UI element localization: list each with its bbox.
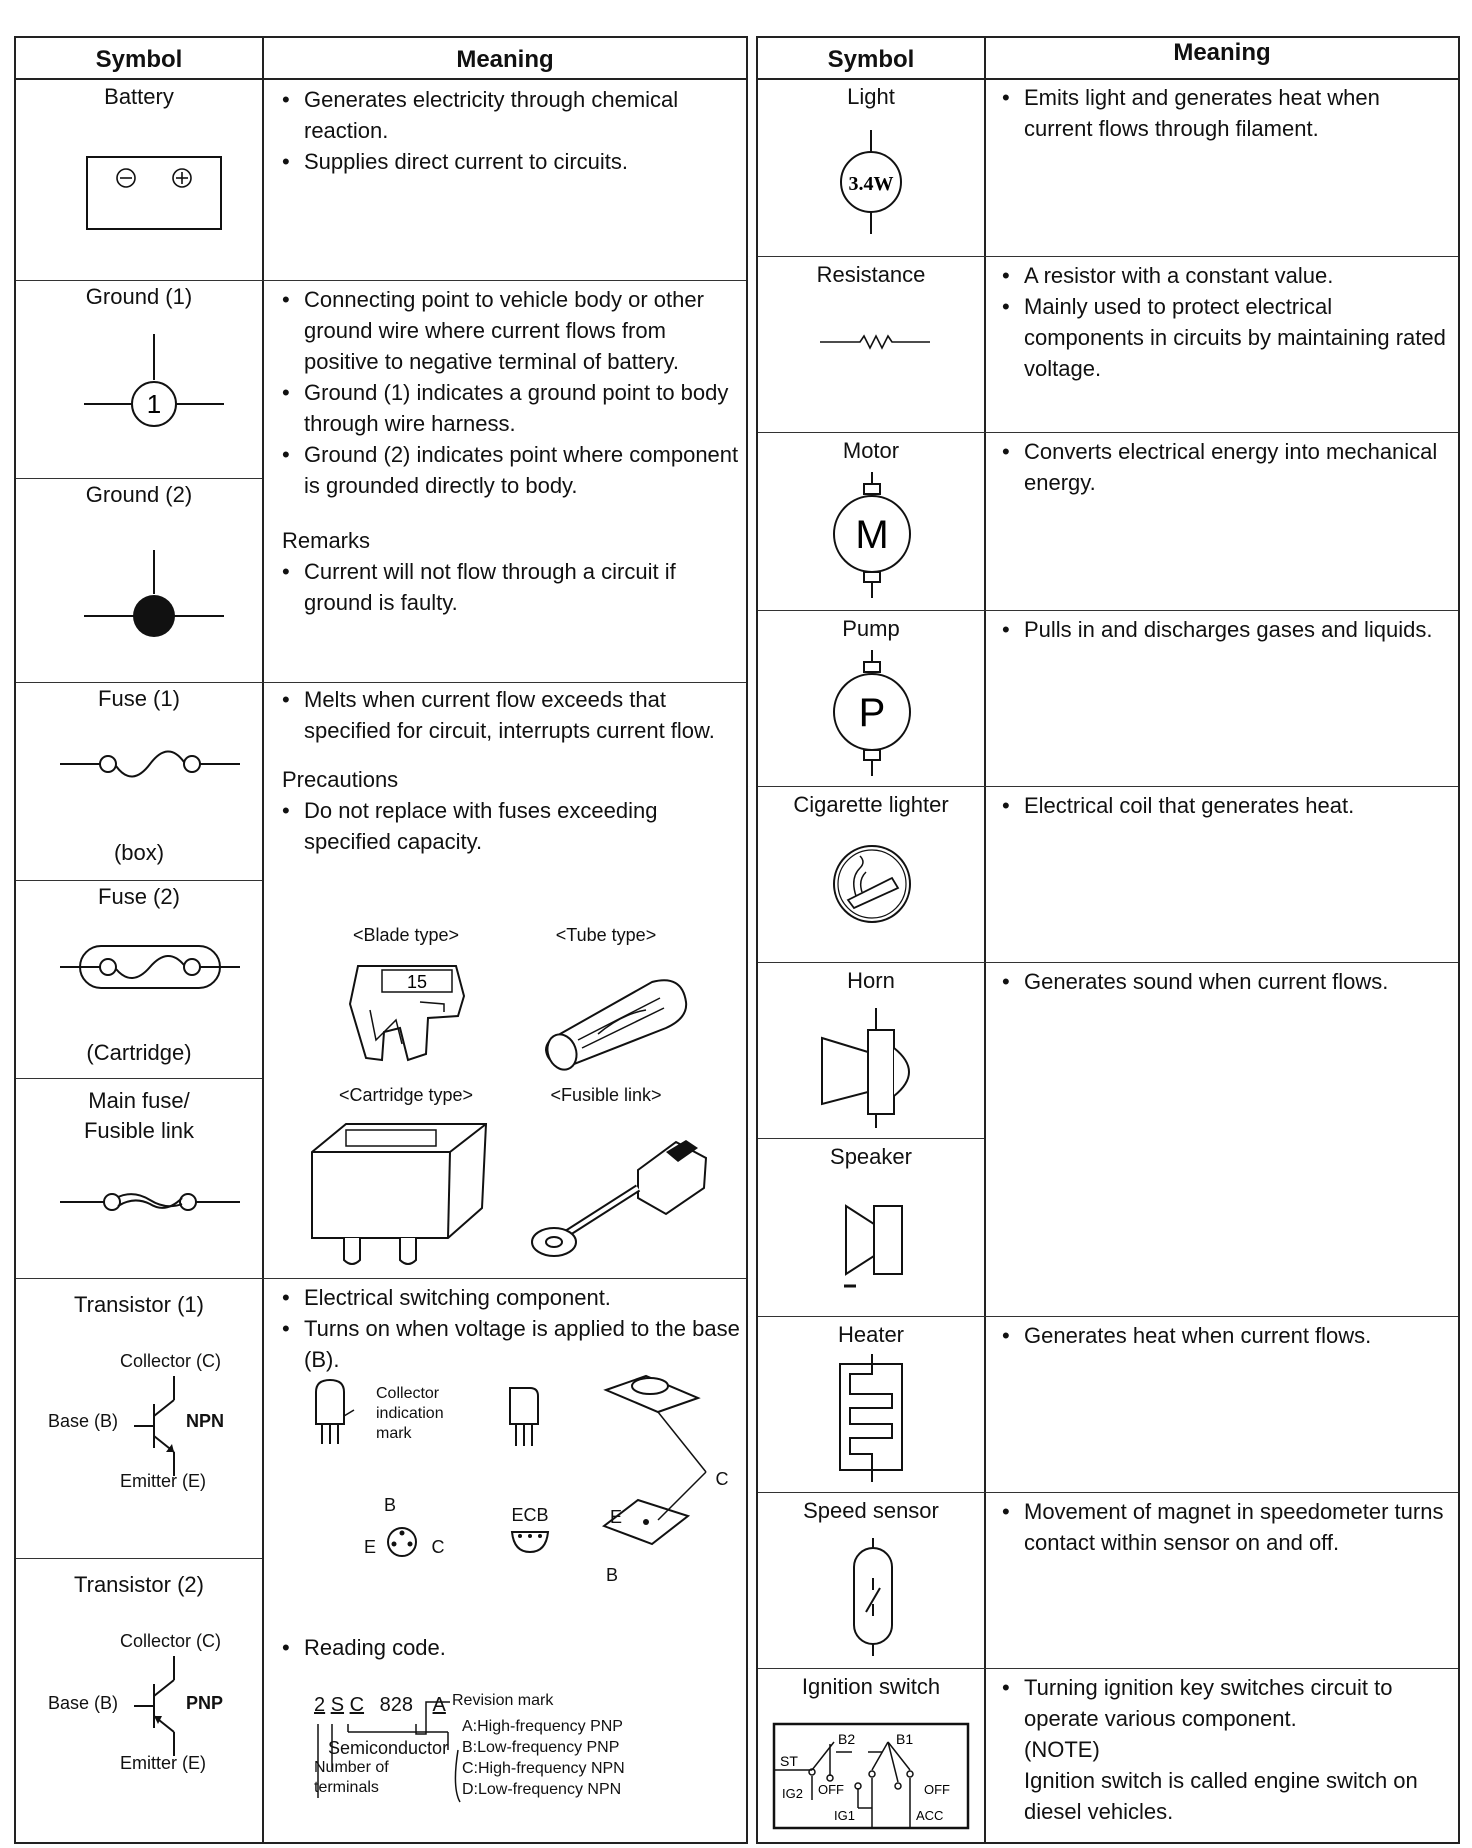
list-item: • Electrical switching component. xyxy=(304,1282,740,1313)
fusible-link-label: <Fusible link> xyxy=(550,1085,662,1105)
e-label: E xyxy=(363,1537,376,1557)
list-item: • Current will not flow through a circuit if ground is faulty. xyxy=(304,556,740,618)
row-divider xyxy=(758,256,1458,257)
fuse-cartridge-icon xyxy=(60,942,240,992)
base-label: Base (B) xyxy=(48,1693,119,1713)
code-revision: A xyxy=(432,1694,446,1716)
list-item: • Ground (2) indicates point where component is grounded directly to body. xyxy=(304,439,740,501)
b1-label: B1 xyxy=(896,1731,914,1747)
frequency-types xyxy=(462,1716,625,1800)
row-divider xyxy=(758,1316,1458,1317)
list-item: • Electrical coil that generates heat. xyxy=(1024,790,1452,821)
row-divider xyxy=(758,962,1458,963)
ground2-label: Ground (2) xyxy=(85,482,193,507)
note-title: (NOTE) xyxy=(1024,1737,1100,1762)
collector-mark-text xyxy=(376,1384,444,1444)
horn-meaning xyxy=(1002,966,1452,997)
resistor-icon xyxy=(820,332,930,352)
revision-mark-label: Revision mark xyxy=(452,1692,554,1709)
ig2-label: IG2 xyxy=(782,1786,803,1801)
row-divider xyxy=(758,610,1458,611)
b-label: B xyxy=(605,1565,618,1585)
pump-letter: P xyxy=(858,691,886,735)
acc-label: ACC xyxy=(916,1808,944,1823)
left-table xyxy=(14,36,748,1844)
tube-fuse-icon xyxy=(542,968,702,1068)
list-item: • Turns on when voltage is applied to the base (B). xyxy=(304,1313,740,1375)
speaker-label: Speaker xyxy=(830,1144,912,1169)
off-label: OFF xyxy=(924,1782,950,1797)
list-item: • Turning ignition key switches circuit to operate various component. xyxy=(1024,1672,1452,1734)
note-text: Ignition switch is called engine switch on diesel vehicles. xyxy=(1024,1768,1418,1824)
blade-fuse-number: 15 xyxy=(406,972,428,992)
header-symbol-right: Symbol xyxy=(758,38,984,80)
c-label: C xyxy=(715,1469,729,1489)
list-item: • Generates sound when current flows. xyxy=(1024,966,1452,997)
fuse2-sub: (Cartridge) xyxy=(86,1040,192,1065)
remarks-title: Remarks xyxy=(282,528,371,553)
ground-number: 1 xyxy=(146,389,162,419)
list-item: • Generates electricity through chemical reaction. xyxy=(304,84,738,146)
list-item: • Supplies direct current to circuits. xyxy=(304,146,738,177)
motor-letter: M xyxy=(855,513,889,557)
row-divider xyxy=(758,786,1458,787)
terminals-line: terminals xyxy=(314,1779,379,1796)
code-number: 828 xyxy=(379,1694,413,1716)
battery-label: Battery xyxy=(104,84,174,109)
speed-sensor-meaning xyxy=(1002,1496,1452,1558)
fuse-meaning xyxy=(282,684,740,857)
b-label: B xyxy=(383,1495,396,1515)
ignition-switch-icon xyxy=(772,1722,972,1832)
off-label: OFF xyxy=(818,1782,844,1797)
list-item: • Emits light and generates heat when current flows through filament. xyxy=(1024,82,1452,144)
transistor-meaning xyxy=(282,1282,740,1375)
list-item: • A resistor with a constant value. xyxy=(1024,260,1452,291)
row-divider xyxy=(758,1138,984,1139)
collector-label: Collector (C) xyxy=(120,1631,222,1651)
pump-icon xyxy=(832,650,912,780)
list-item: A:High-frequency PNP xyxy=(462,1718,623,1735)
light-label: Light xyxy=(847,84,895,109)
transistor-pinout-icon xyxy=(380,1522,430,1562)
row-divider xyxy=(758,432,1458,433)
row-divider xyxy=(16,682,746,683)
symbol-table xyxy=(14,36,1460,1844)
base-label: Base (B) xyxy=(48,1411,119,1431)
cartridge-type-label: <Cartridge type> xyxy=(338,1085,474,1105)
terminals-label xyxy=(314,1758,389,1798)
header-meaning-left: Meaning xyxy=(262,38,748,80)
pump-label: Pump xyxy=(842,616,900,641)
column-divider xyxy=(262,38,264,1842)
horn-icon xyxy=(818,1008,928,1128)
c-label: C xyxy=(431,1537,445,1557)
row-divider xyxy=(16,880,262,881)
list-item: B:Low-frequency PNP xyxy=(462,1739,620,1756)
row-divider xyxy=(16,1278,746,1279)
pnp-label: PNP xyxy=(186,1693,224,1713)
code-digit: 2 xyxy=(314,1694,326,1716)
transistor1-label: Transistor (1) xyxy=(74,1292,204,1317)
list-item: • Pulls in and discharges gases and liquids. xyxy=(1024,614,1452,645)
lighter-label: Cigarette lighter xyxy=(793,792,949,817)
motor-icon xyxy=(832,472,912,602)
code-letter: C xyxy=(349,1694,365,1716)
heater-meaning xyxy=(1002,1320,1452,1351)
ignition-label: Ignition switch xyxy=(801,1674,941,1699)
list-item: • Reading code. xyxy=(304,1632,740,1663)
npn-label: NPN xyxy=(186,1411,225,1431)
b2-label: B2 xyxy=(838,1731,856,1747)
battery-icon xyxy=(86,156,226,236)
precautions-title: Precautions xyxy=(282,767,399,792)
lighter-meaning xyxy=(1002,790,1452,821)
light-wattage: 3.4W xyxy=(848,173,894,195)
semiconductor-label: Semiconductor xyxy=(328,1738,449,1758)
list-item: • Do not replace with fuses exceeding specified capacity. xyxy=(304,795,740,857)
reading-code xyxy=(282,1632,740,1663)
heater-icon xyxy=(836,1354,906,1484)
speed-sensor-label: Speed sensor xyxy=(803,1498,939,1523)
row-divider xyxy=(758,1492,1458,1493)
st-label: ST xyxy=(780,1753,798,1769)
main-fuse-label-2: Fusible link xyxy=(83,1118,195,1143)
fusible-link-icon xyxy=(60,1182,240,1222)
speaker-icon xyxy=(844,1198,914,1288)
npn-transistor-icon xyxy=(134,1376,184,1476)
list-item: • Melts when current flow exceeds that specified for circuit, interrupts current flow. xyxy=(304,684,740,746)
row-divider xyxy=(16,1558,262,1559)
list-item: • Mainly used to protect electrical components in circuits by maintaining rated voltage. xyxy=(1024,291,1452,384)
pump-meaning xyxy=(1002,614,1452,645)
right-table xyxy=(756,36,1460,1844)
list-item: D:Low-frequency NPN xyxy=(462,1781,622,1798)
list-item: • Connecting point to vehicle body or other ground wire where current flows from positive to negative terminal of battery. xyxy=(304,284,740,377)
mark-line: Collector xyxy=(376,1385,440,1402)
transistor2-label: Transistor (2) xyxy=(74,1572,204,1597)
speed-sensor-icon xyxy=(848,1538,898,1658)
ground1-label: Ground (1) xyxy=(85,284,193,309)
ground2-icon xyxy=(84,550,224,650)
header-symbol-left: Symbol xyxy=(16,38,262,80)
cigarette-lighter-icon xyxy=(830,842,914,926)
emitter-label: Emitter (E) xyxy=(120,1471,207,1491)
transistor-package-icon xyxy=(312,1380,372,1450)
resistance-meaning xyxy=(1002,260,1452,384)
ground1-icon xyxy=(84,334,224,444)
pnp-transistor-icon xyxy=(134,1656,184,1756)
battery-meaning xyxy=(282,84,738,177)
list-item: C:High-frequency NPN xyxy=(462,1760,625,1777)
motor-meaning xyxy=(1002,436,1452,498)
light-meaning xyxy=(1002,82,1452,144)
ig1-label: IG1 xyxy=(834,1808,855,1823)
main-fuse-label-1: Main fuse/ xyxy=(88,1088,190,1113)
row-divider xyxy=(758,1668,1458,1669)
row-divider xyxy=(16,478,262,479)
collector-label: Collector (C) xyxy=(120,1351,222,1371)
ground-meaning xyxy=(282,284,740,618)
resistance-label: Resistance xyxy=(816,262,926,287)
heater-label: Heater xyxy=(837,1322,905,1347)
list-item: • Converts electrical energy into mechanical energy. xyxy=(1024,436,1452,498)
mark-line: indication xyxy=(376,1405,444,1422)
tube-type-label: <Tube type> xyxy=(555,925,657,945)
cartridge-fuse-icon xyxy=(306,1118,496,1268)
fuse1-sub: (box) xyxy=(113,840,165,865)
fuse2-label: Fuse (2) xyxy=(98,884,180,909)
ecb-label: ECB xyxy=(511,1505,549,1525)
row-divider xyxy=(16,280,746,281)
terminals-line: Number of xyxy=(314,1759,389,1776)
fuse-box-icon xyxy=(60,744,240,784)
column-divider xyxy=(984,38,986,1842)
emitter-label: Emitter (E) xyxy=(120,1753,207,1773)
light-bulb-icon xyxy=(836,130,906,236)
list-item: • Movement of magnet in speedometer turns contact within sensor on and off. xyxy=(1024,1496,1452,1558)
e-label: E xyxy=(609,1507,622,1527)
mark-line: mark xyxy=(376,1425,412,1442)
transistor-flat-package-icon xyxy=(502,1384,552,1454)
motor-label: Motor xyxy=(842,438,900,463)
blade-type-label: <Blade type> xyxy=(352,925,460,945)
blade-fuse-icon xyxy=(346,960,476,1070)
ignition-meaning xyxy=(1002,1672,1452,1827)
horn-label: Horn xyxy=(847,968,895,993)
list-item: • Generates heat when current flows. xyxy=(1024,1320,1452,1351)
transistor-flat-pinout-icon xyxy=(510,1528,550,1558)
list-item: • Ground (1) indicates a ground point to body through wire harness. xyxy=(304,377,740,439)
header-meaning-right: Meaning xyxy=(984,38,1460,80)
fuse1-label: Fuse (1) xyxy=(98,686,180,711)
row-divider xyxy=(16,1078,262,1079)
fusible-link-part-icon xyxy=(526,1118,716,1268)
code-letter: S xyxy=(330,1694,345,1716)
